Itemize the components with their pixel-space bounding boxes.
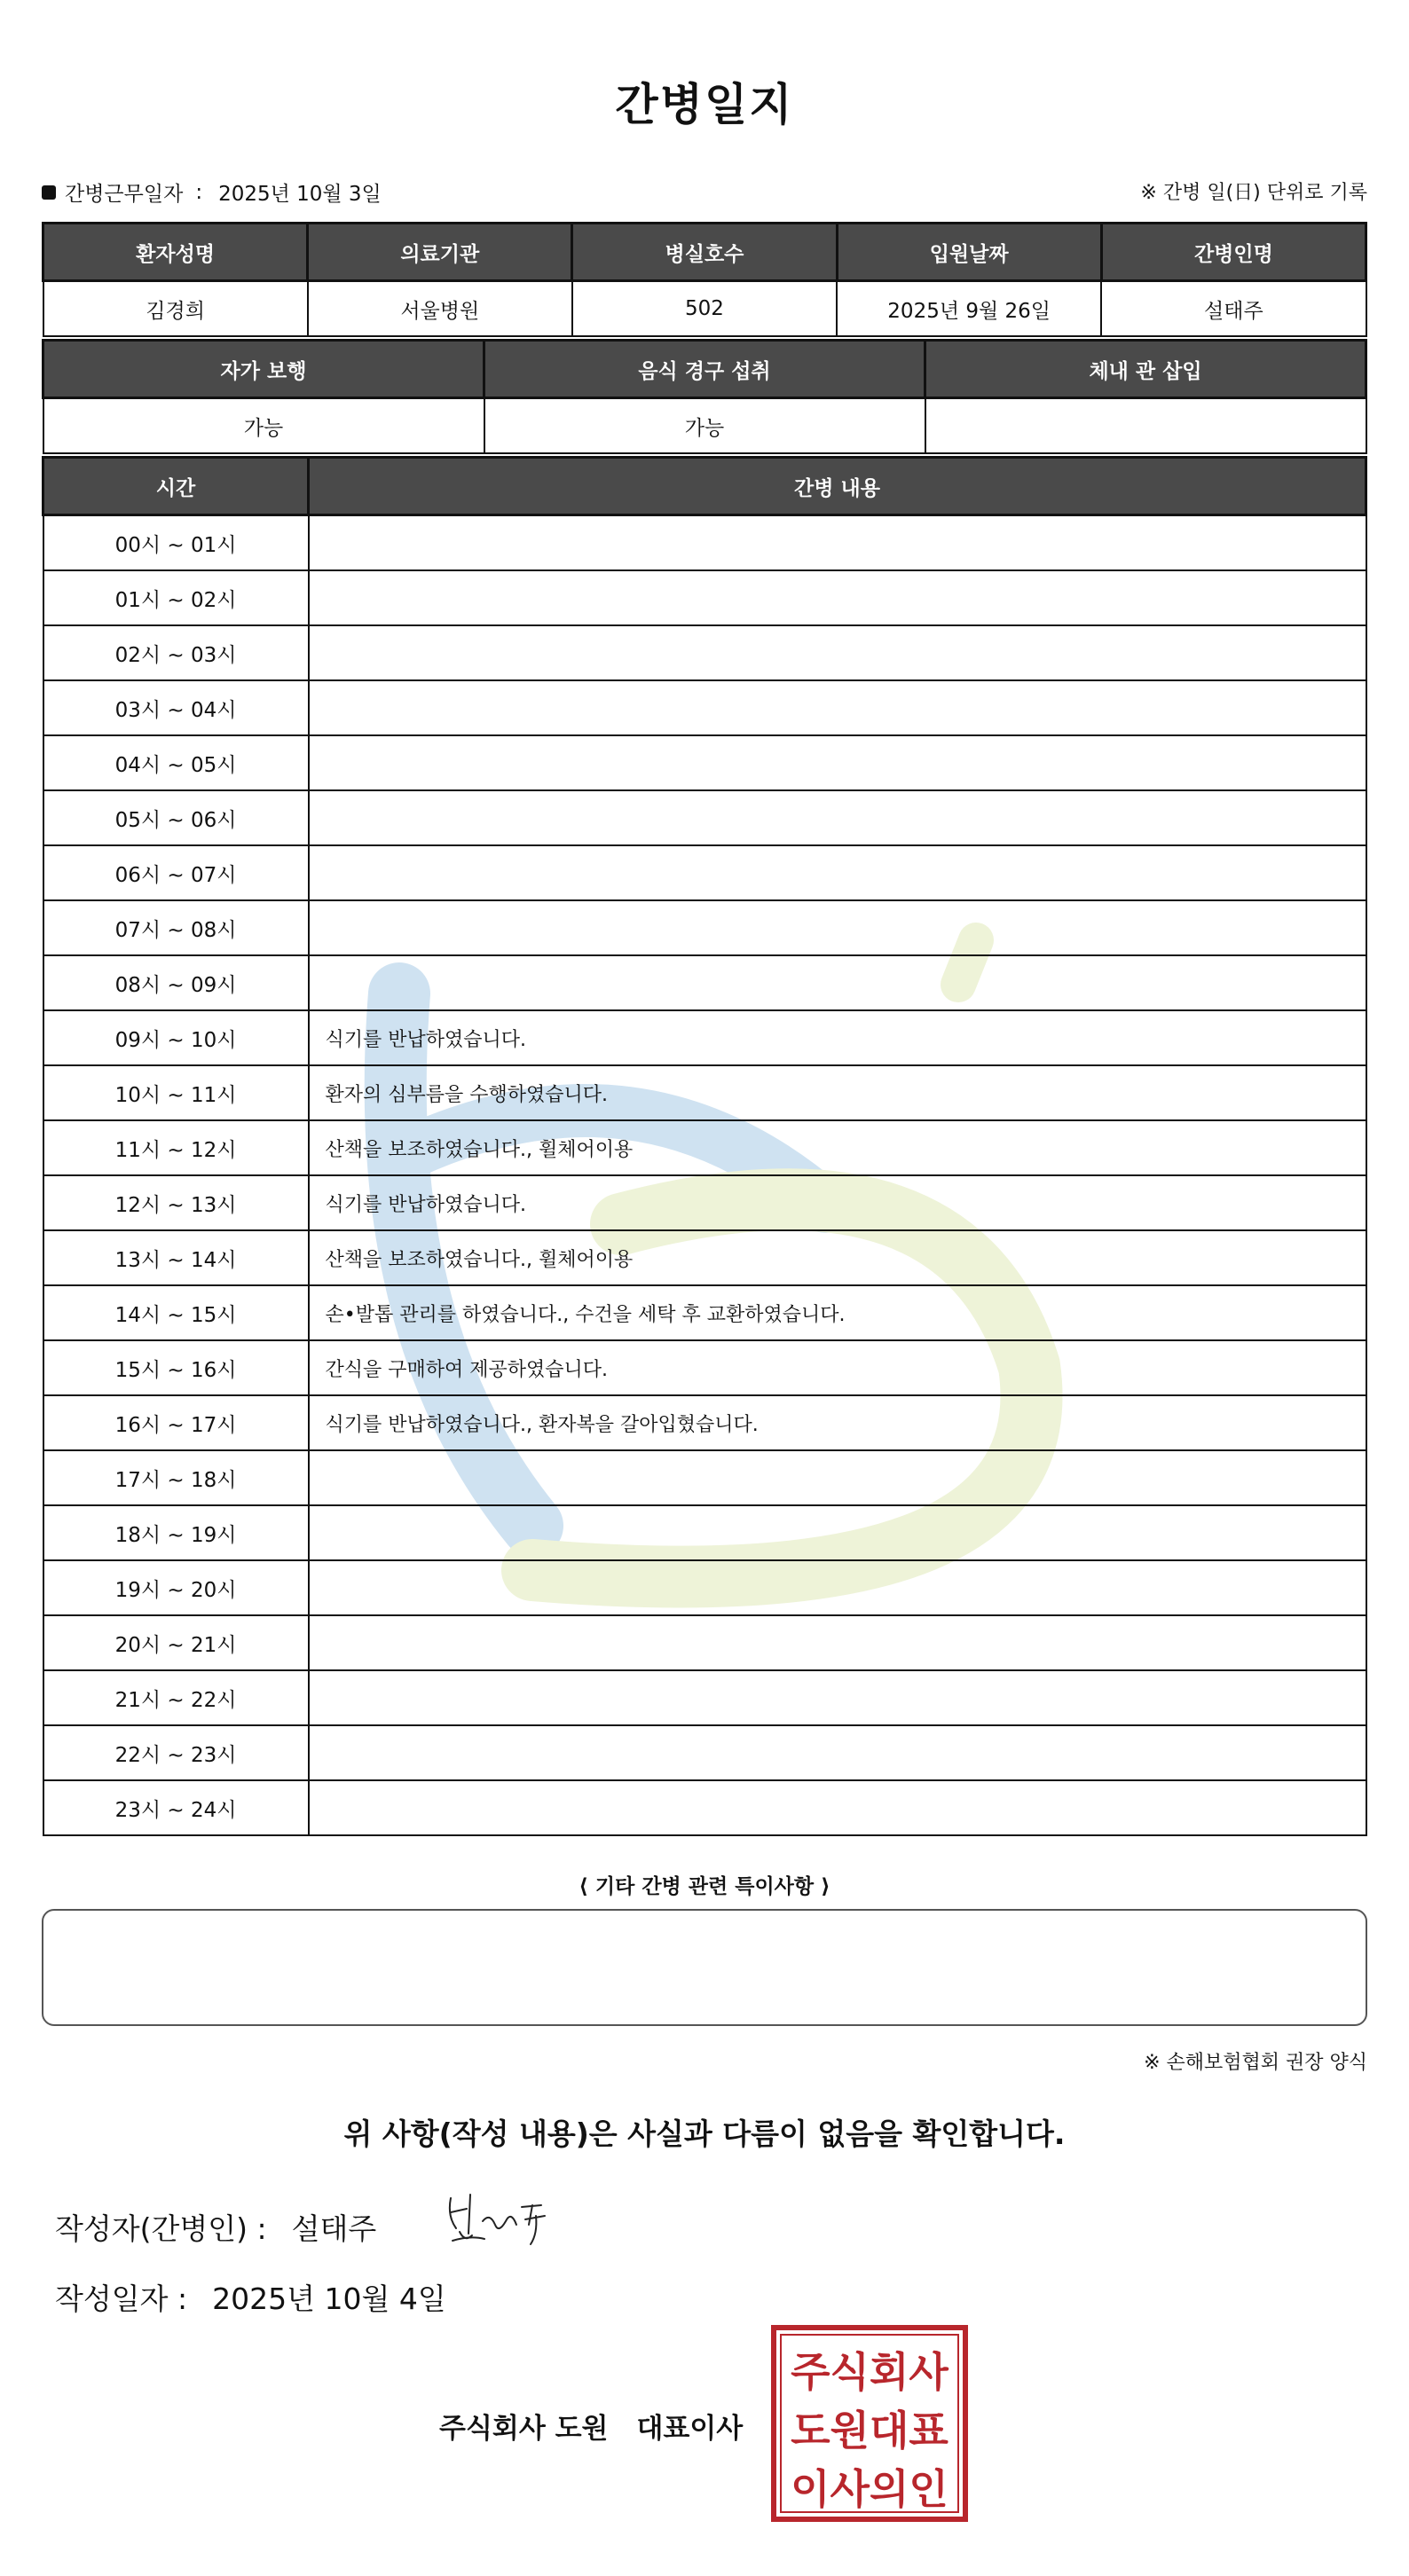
log-content-cell: 산책을 보조하였습니다., 휠체어이용: [309, 1230, 1366, 1285]
patient-name-value: 김경희: [43, 281, 308, 337]
log-time-cell: 05시 ~ 06시: [43, 790, 309, 845]
admission-date-value: 2025년 9월 26일: [837, 281, 1101, 337]
log-row: [43, 1560, 1366, 1615]
log-content-cell: [309, 570, 1366, 625]
log-content-cell: 식기를 반납하였습니다.: [309, 1175, 1366, 1230]
log-time-cell: 17시 ~ 18시: [43, 1450, 309, 1505]
log-time-cell: 15시 ~ 16시: [43, 1340, 309, 1395]
log-content-cell: 식기를 반납하였습니다.: [309, 1010, 1366, 1065]
header-oral-intake: 음식 경구 섭취: [484, 341, 925, 398]
daily-record-note: ※ 간병 일(日) 단위로 기록: [1140, 182, 1367, 204]
log-content-cell: [309, 680, 1366, 735]
log-time-cell: 09시 ~ 10시: [43, 1010, 309, 1065]
log-time-cell: 18시 ~ 19시: [43, 1505, 309, 1560]
log-content-cell: [309, 1780, 1366, 1835]
log-time-cell: 11시 ~ 12시: [43, 1120, 309, 1175]
log-time-cell: 02시 ~ 03시: [43, 625, 309, 680]
hospital-value: 서울병원: [308, 281, 572, 337]
log-content-cell: [309, 625, 1366, 680]
self-walking-value: 가능: [43, 398, 484, 454]
company-line: [439, 2406, 743, 2446]
bullet-square-icon: [42, 185, 56, 200]
log-row: [43, 955, 1366, 1010]
log-row: [43, 1230, 1366, 1285]
seal-text-line: 이사의인: [791, 2465, 949, 2513]
log-row: [43, 515, 1366, 571]
log-time-cell: 07시 ~ 08시: [43, 900, 309, 955]
log-content-cell: 환자의 심부름을 수행하였습니다.: [309, 1065, 1366, 1120]
seal-text-line: 주식회사: [791, 2348, 949, 2396]
document-title: 간병일지: [615, 79, 794, 130]
log-time-cell: 23시 ~ 24시: [43, 1780, 309, 1835]
log-content-cell: [309, 1670, 1366, 1725]
header-care-content: 간병 내용: [309, 458, 1366, 515]
log-time-cell: 04시 ~ 05시: [43, 735, 309, 790]
company-title: 대표이사: [636, 2413, 744, 2445]
header-room-number: 병실호수: [572, 224, 837, 281]
log-row: [43, 680, 1366, 735]
log-row: [43, 1670, 1366, 1725]
header-tube-insertion: 체내 관 삽입: [925, 341, 1366, 398]
work-date-separator: :: [195, 180, 203, 204]
log-time-cell: 16시 ~ 17시: [43, 1395, 309, 1450]
log-row: [43, 845, 1366, 900]
written-date-label: 작성일자 :: [55, 2281, 188, 2316]
log-content-cell: 간식을 구매하여 제공하였습니다.: [309, 1340, 1366, 1395]
log-row: [43, 790, 1366, 845]
log-content-cell: [309, 1450, 1366, 1505]
log-content-cell: [309, 790, 1366, 845]
log-time-cell: 06시 ~ 07시: [43, 845, 309, 900]
writer-name: 설태주: [291, 2211, 377, 2246]
handwritten-signature: [444, 2189, 559, 2251]
log-row: [43, 1505, 1366, 1560]
recommended-form-note: ※ 손해보험협회 권장 양식: [1144, 2052, 1367, 2074]
log-row: [43, 1175, 1366, 1230]
log-content-cell: [309, 1615, 1366, 1670]
work-date-value: 2025년 10월 3일: [218, 183, 382, 206]
log-time-cell: 21시 ~ 22시: [43, 1670, 309, 1725]
condition-value-row: [43, 398, 1366, 454]
log-time-cell: 20시 ~ 21시: [43, 1615, 309, 1670]
log-content-cell: [309, 1505, 1366, 1560]
condition-header-row: [43, 341, 1366, 398]
company-name: 주식회사 도원: [439, 2413, 609, 2445]
log-row: [43, 1285, 1366, 1340]
log-row: [43, 1615, 1366, 1670]
caregiver-name-value: 설태주: [1101, 281, 1366, 337]
patient-value-row: [43, 281, 1366, 337]
log-row: [43, 900, 1366, 955]
log-time-cell: 10시 ~ 11시: [43, 1065, 309, 1120]
log-content-cell: [309, 515, 1366, 571]
log-time-cell: 13시 ~ 14시: [43, 1230, 309, 1285]
work-date-label: 간병근무일자: [65, 183, 184, 206]
log-time-cell: 22시 ~ 23시: [43, 1725, 309, 1780]
log-time-cell: 19시 ~ 20시: [43, 1560, 309, 1615]
log-content-cell: [309, 845, 1366, 900]
log-content-cell: 식기를 반납하였습니다., 환자복을 갈아입혔습니다.: [309, 1395, 1366, 1450]
log-time-cell: 03시 ~ 04시: [43, 680, 309, 735]
writer-line: [55, 2206, 376, 2248]
written-date-line: [55, 2276, 446, 2318]
log-content-cell: [309, 735, 1366, 790]
log-content-cell: [309, 1725, 1366, 1780]
log-time-cell: 08시 ~ 09시: [43, 955, 309, 1010]
log-content-cell: 산책을 보조하였습니다., 휠체어이용: [309, 1120, 1366, 1175]
log-time-cell: 00시 ~ 01시: [43, 515, 309, 571]
remarks-box: [42, 1909, 1367, 2026]
written-date-value: 2025년 10월 4일: [212, 2281, 446, 2316]
room-number-value: 502: [572, 281, 837, 337]
log-time-cell: 01시 ~ 02시: [43, 570, 309, 625]
header-hospital: 의료기관: [308, 224, 572, 281]
log-row: [43, 1340, 1366, 1395]
header-patient-name: 환자성명: [43, 224, 308, 281]
log-row: [43, 1010, 1366, 1065]
header-self-walking: 자가 보행: [43, 341, 484, 398]
log-row: [43, 1065, 1366, 1120]
patient-condition-table: [42, 339, 1367, 454]
header-admission-date: 입원날짜: [837, 224, 1101, 281]
log-row: [43, 1120, 1366, 1175]
log-table-body: [43, 515, 1366, 1836]
confirmation-statement: 위 사항(작성 내용)은 사실과 다름이 없음을 확인합니다.: [343, 2117, 1066, 2151]
log-row: [43, 1395, 1366, 1450]
header-time: 시간: [43, 458, 309, 515]
patient-info-table: [42, 222, 1367, 337]
log-row: [43, 570, 1366, 625]
log-content-cell: [309, 900, 1366, 955]
log-content-cell: [309, 1560, 1366, 1615]
meta-row: [42, 177, 1367, 208]
tube-insertion-value: [925, 398, 1366, 454]
seal-text-line: 도원대표: [791, 2407, 949, 2454]
hourly-care-log-table: [42, 456, 1367, 1836]
log-row: [43, 1450, 1366, 1505]
log-time-cell: 12시 ~ 13시: [43, 1175, 309, 1230]
header-caregiver-name: 간병인명: [1101, 224, 1366, 281]
log-content-cell: 손•발톱 관리를 하였습니다., 수건을 세탁 후 교환하였습니다.: [309, 1285, 1366, 1340]
patient-header-row: [43, 224, 1366, 281]
log-row: [43, 735, 1366, 790]
company-seal-stamp: [770, 2324, 969, 2523]
log-header-row: [43, 458, 1366, 515]
log-time-cell: 14시 ~ 15시: [43, 1285, 309, 1340]
work-date-group: [42, 177, 382, 207]
log-content-cell: [309, 955, 1366, 1010]
log-row: [43, 1725, 1366, 1780]
oral-intake-value: 가능: [484, 398, 925, 454]
log-row: [43, 1780, 1366, 1835]
log-row: [43, 625, 1366, 680]
remarks-title: ⟨ 기타 간병 관련 특이사항 ⟩: [579, 1875, 830, 1898]
writer-label: 작성자(간병인) :: [55, 2211, 267, 2246]
